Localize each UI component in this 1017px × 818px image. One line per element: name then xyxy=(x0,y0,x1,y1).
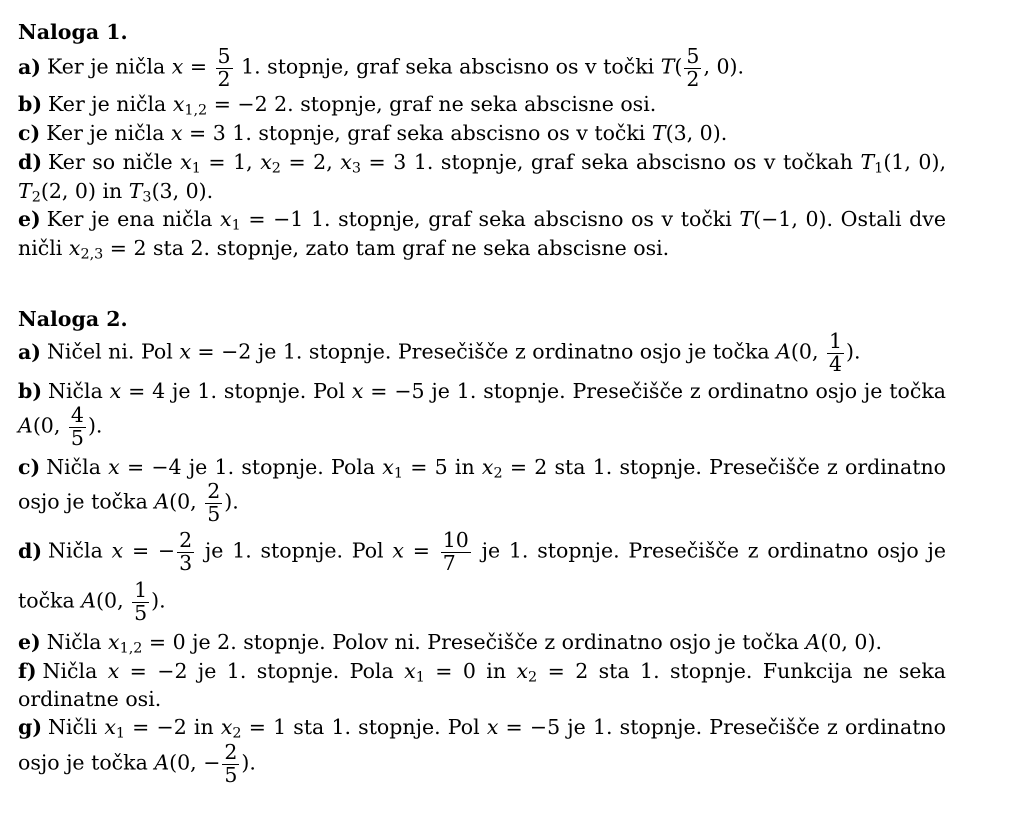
naloga-1-e-line-1: e) Ker je ena ničla $x_1 = -1$ 1. stopnje, graf seka abscisno os v točki T(−1, 0). Ostali dve xyxy=(18,207,947,234)
naloga-1-d-line-1: d) Ker so ničle $x_1 = 1$, $x_2 = 2$, $x_3 = 3$ 1. stopnje, graf seka abscisno os v točkah $T_1(1$, 0), xyxy=(18,150,946,177)
naloga-2-b-line-2: A(0, $\frac{4}{5}$ ). xyxy=(18,403,103,450)
naloga-1-d-line-2: $T_2(2$, 0) in $T_3(3$, 0). xyxy=(18,179,214,206)
naloga-2-d-line-2: točka A(0, $\frac{1}{5}$ ). xyxy=(18,578,166,625)
naloga-2-d-line-1: d) Ničla x = − $\frac{2}{3}$ je 1. stopnje. Pol x = $\frac{10}{7}$ je 1. stopnje. Presečišče z ordinatno osjo je xyxy=(18,528,946,575)
naloga-1-e-line-2: ničli $x_{2,3} = 2$ sta 2. stopnje, zato tam graf ne seka abscisne osi. xyxy=(18,236,670,263)
item-label: f) xyxy=(18,659,37,683)
item-label: b) xyxy=(18,379,43,403)
item-label: g) xyxy=(18,715,43,739)
naloga-1-heading: Naloga 1. xyxy=(18,20,128,44)
naloga-1-c: c) Ker je ničla x = 3 1. stopnje, graf seka abscisno os v točki T(3, 0). xyxy=(18,121,728,145)
item-label: e) xyxy=(18,630,41,654)
naloga-2-g-line-1: g) Ničli $x_1 = -2$ in $x_2 = 1$ sta 1. stopnje. Pol x = −5 je 1. stopnje. Presečišče z ordinatno xyxy=(18,715,946,742)
item-label: e) xyxy=(18,207,41,231)
naloga-2-g-line-2: osjo je točka A(0, − $\frac{2}{5}$ ). xyxy=(18,740,256,787)
item-label: a) xyxy=(18,54,41,79)
naloga-1-a: a) Ker je ničla x = $\frac{5}{2}$ 1. stopnje, graf seka abscisno os v točki T( $\frac{5}{2}$ , 0). xyxy=(18,44,745,91)
naloga-2-c-line-1: c) Ničla x = −4 je 1. stopnje. Pola $x_1 = 5$ in $x_2 = 2$ sta 1. stopnje. Presečišče z ordinatno xyxy=(18,455,947,482)
naloga-2-f-line-2: ordinatne osi. xyxy=(18,687,162,711)
naloga-2-e: e) Ničla $x_{1,2} = 0$ je 2. stopnje. Polov ni. Presečišče z ordinatno osjo je točka A(0, 0). xyxy=(18,630,882,657)
naloga-2-a: a) Ničel ni. Pol x = −2 je 1. stopnje. Presečišče z ordinatno osjo je točka A(0, $\frac{1}{4}$ ). xyxy=(18,329,861,376)
naloga-1-b: b) Ker je ničla $x_{1,2} = -2$ 2. stopnje, graf ne seka abscisne osi. xyxy=(18,92,657,119)
item-label: c) xyxy=(18,121,41,145)
item-label: d) xyxy=(18,150,43,174)
naloga-2-c-line-2: osjo je točka A(0, $\frac{2}{5}$ ). xyxy=(18,479,239,526)
naloga-2-heading: Naloga 2. xyxy=(18,307,128,331)
item-label: a) xyxy=(18,339,41,364)
naloga-2-b-line-1: b) Ničla x = 4 je 1. stopnje. Pol x = −5 je 1. stopnje. Presečišče z ordinatno osjo je točka xyxy=(18,379,946,403)
item-label: d) xyxy=(18,538,43,563)
item-label: c) xyxy=(18,455,41,479)
naloga-2-f-line-1: f) Ničla x = −2 je 1. stopnje. Pola $x_1 = 0$ in $x_2 = 2$ sta 1. stopnje. Funkcija ne seka xyxy=(18,659,946,686)
item-label: b) xyxy=(18,92,43,116)
